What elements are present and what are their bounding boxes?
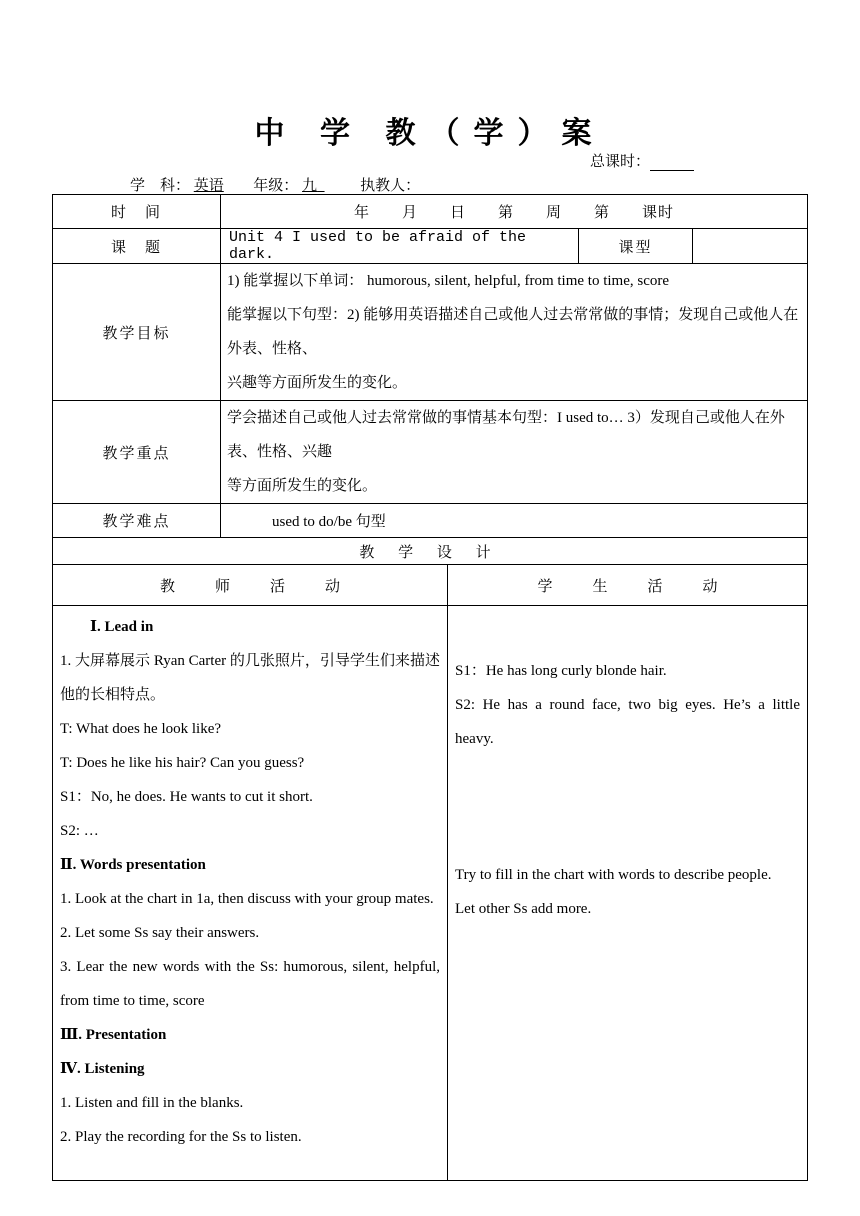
goals-line-1: 1) 能掌握以下单词： humorous, silent, helpful, from time to time, score: [227, 273, 670, 289]
lesson-plan-table: [52, 194, 808, 1181]
key-label: 教学重点: [53, 401, 221, 504]
section-lead-in: Ⅰ. Lead in: [90, 619, 154, 635]
total-periods-label: 总课时：: [590, 154, 651, 170]
teacher-line: 2. Let some Ss say their answers.: [60, 925, 260, 941]
teacher-line: S1：No, he does. He wants to cut it short.: [60, 789, 313, 805]
teacher-line: T: What does he look like?: [60, 721, 222, 737]
row-activities: [53, 606, 808, 1181]
subject-value: 英语: [193, 178, 224, 194]
goals-line-3: 兴趣等方面所发生的变化。: [227, 375, 408, 391]
teacher-label: 执教人：: [360, 178, 421, 194]
student-activity: [448, 606, 808, 1181]
teacher-column-heading: 教 师 活 动: [53, 565, 448, 606]
student-line: S2: He has a round face, two big eyes. He’s a little heavy.: [455, 697, 801, 747]
teacher-line: T: Does he like his hair? Can you guess?: [60, 755, 305, 771]
student-line: S1：He has long curly blonde hair.: [455, 663, 667, 679]
grade-label: 年级：: [253, 178, 299, 194]
student-line: Let other Ss add more.: [455, 901, 592, 917]
time-value: 年 月 日 第 周 第 课时: [221, 195, 808, 229]
teacher-activity: [53, 606, 448, 1181]
time-label: 时 间: [53, 195, 221, 229]
row-design: [53, 538, 808, 565]
goals-content: [221, 264, 808, 401]
meta-line: [130, 174, 524, 195]
row-difficult: [53, 504, 808, 538]
teacher-blank: [420, 180, 524, 195]
student-column-heading: 学 生 活 动: [448, 565, 808, 606]
goals-label: 教学目标: [53, 264, 221, 401]
teacher-line: 1. 大屏幕展示 Ryan Carter 的几张照片，引导学生们来描述他的长相特点。: [60, 653, 440, 703]
teacher-line: 1. Look at the chart in 1a, then discuss with your group mates.: [60, 891, 434, 907]
row-column-headers: [53, 565, 808, 606]
total-periods: [590, 150, 694, 171]
teacher-line: 3. Lear the new words with the Ss: humorous, silent, helpful, from time to time, score: [60, 959, 440, 1009]
teacher-line: 1. Listen and fill in the blanks.: [60, 1095, 244, 1111]
teacher-line: S2: …: [60, 823, 99, 839]
key-line-1: 学会描述自己或他人过去常常做的事情基本句型：I used to… 3）发现自己或他人在外表、性格、兴趣: [227, 410, 785, 460]
difficult-label: 教学难点: [53, 504, 221, 538]
design-heading: 教 学 设 计: [53, 538, 808, 565]
section-presentation: Ⅲ. Presentation: [60, 1027, 167, 1043]
subject-label: 学 科：: [130, 178, 191, 194]
topic-value: Unit 4 I used to be afraid of the dark.: [221, 229, 579, 264]
row-time: [53, 195, 808, 229]
document-title: 中 学 教（学）案: [254, 117, 606, 150]
section-words-presentation: Ⅱ. Words presentation: [60, 857, 206, 873]
key-content: [221, 401, 808, 504]
row-key-points: [53, 401, 808, 504]
row-topic: [53, 229, 808, 264]
type-label: 课型: [579, 229, 693, 264]
goals-line-2: 能掌握以下句型：2) 能够用英语描述自己或他人过去常常做的事情；发现自己或他人在外表、性格、: [227, 307, 799, 357]
teacher-line: 2. Play the recording for the Ss to listen.: [60, 1129, 302, 1145]
total-periods-blank: [650, 156, 694, 171]
grade-value: 九: [302, 178, 318, 194]
type-value: [693, 229, 808, 264]
section-listening: Ⅳ. Listening: [60, 1061, 145, 1077]
difficult-value: used to do/be 句型: [221, 504, 808, 538]
row-goals: [53, 264, 808, 401]
student-line: Try to fill in the chart with words to describe people.: [455, 867, 772, 883]
key-line-2: 等方面所发生的变化。: [227, 478, 378, 494]
topic-label: 课 题: [53, 229, 221, 264]
